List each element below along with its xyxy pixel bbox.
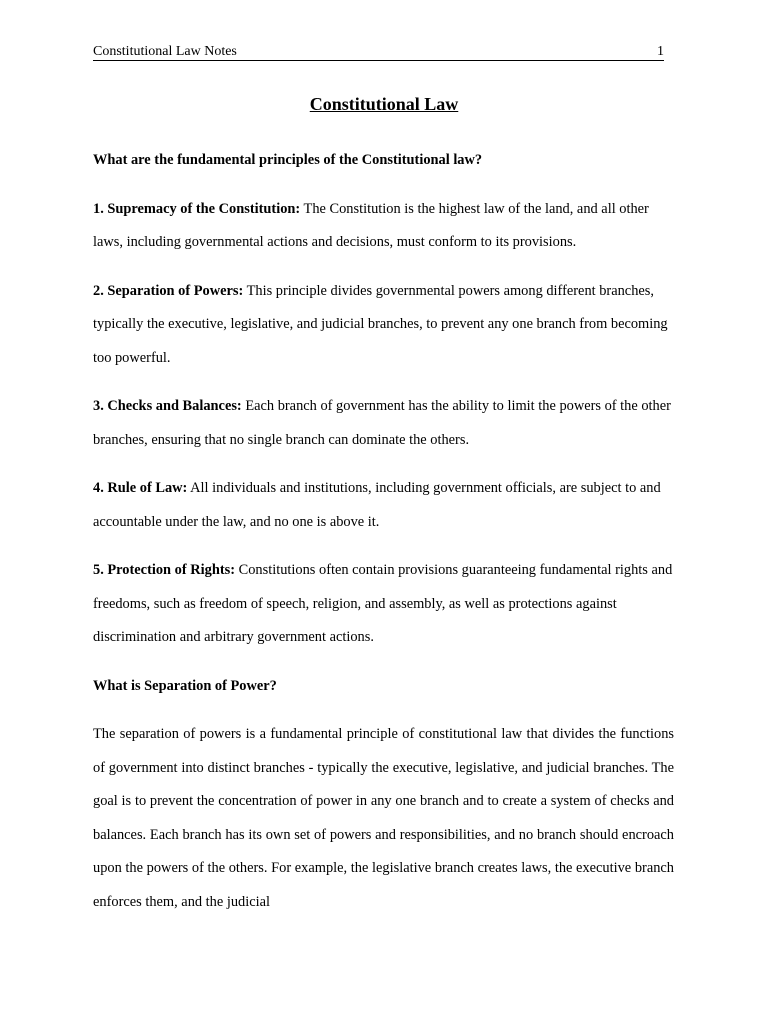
- document-title-text: Constitutional Law: [309, 94, 459, 114]
- header-title: Constitutional Law Notes: [93, 44, 237, 59]
- question-heading: What is Separation of Power?: [93, 677, 277, 694]
- document-title: [0, 93, 768, 115]
- principle-text: Each branch of government has the ability to limit the powers of the other branches, ensuring that no single branch can dominate the others.: [93, 398, 671, 448]
- principle-item: [93, 390, 674, 457]
- principle-heading: 1. Supremacy of the Constitution:: [93, 200, 301, 217]
- principle-item: [93, 193, 674, 260]
- principle-item: [93, 472, 674, 539]
- principle-text: Constitutions often contain provisions guaranteeing fundamental rights and freedoms, such as freedom of speech, religion, and assembly, as well as protections against discrimination and arbitrary government actions.: [93, 562, 673, 645]
- body-paragraph: The separation of powers is a fundamental principle of constitutional law that divides the functions of government into distinct branches - typically the executive, legislative, and judicial branches. The goal is to prevent the concentration of power in any one branch and to create a system of checks and balances. Each branch has its own set of powers and responsibilities, and no branch should encroach upon the powers of the others. For example, the legislative branch creates laws, the executive branch enforces them, and the judicial: [93, 726, 674, 910]
- principle-heading: 3. Checks and Balances:: [93, 398, 242, 414]
- running-header: [93, 44, 664, 61]
- principle-text: The Constitution is the highest law of the land, and all other laws, including governmental actions and decisions, must conform to its provisions.: [93, 200, 649, 250]
- principle-heading: 4. Rule of Law:: [93, 480, 188, 496]
- header-page-number: 1: [657, 44, 664, 59]
- question-heading: What are the fundamental principles of the Constitutional law?: [93, 152, 483, 168]
- principle-item: [93, 554, 674, 655]
- principle-item: [93, 275, 674, 376]
- principle-heading: 2. Separation of Powers:: [93, 282, 244, 299]
- document-body: [93, 144, 674, 919]
- principle-text: All individuals and institutions, including government officials, are subject to and accountable under the law, and no one is above it.: [93, 480, 661, 530]
- principle-heading: 5. Protection of Rights:: [93, 562, 236, 578]
- principle-text: This principle divides governmental powers among different branches, typically the executive, legislative, and judicial branches, to prevent any one branch from becoming too powerful.: [93, 282, 668, 366]
